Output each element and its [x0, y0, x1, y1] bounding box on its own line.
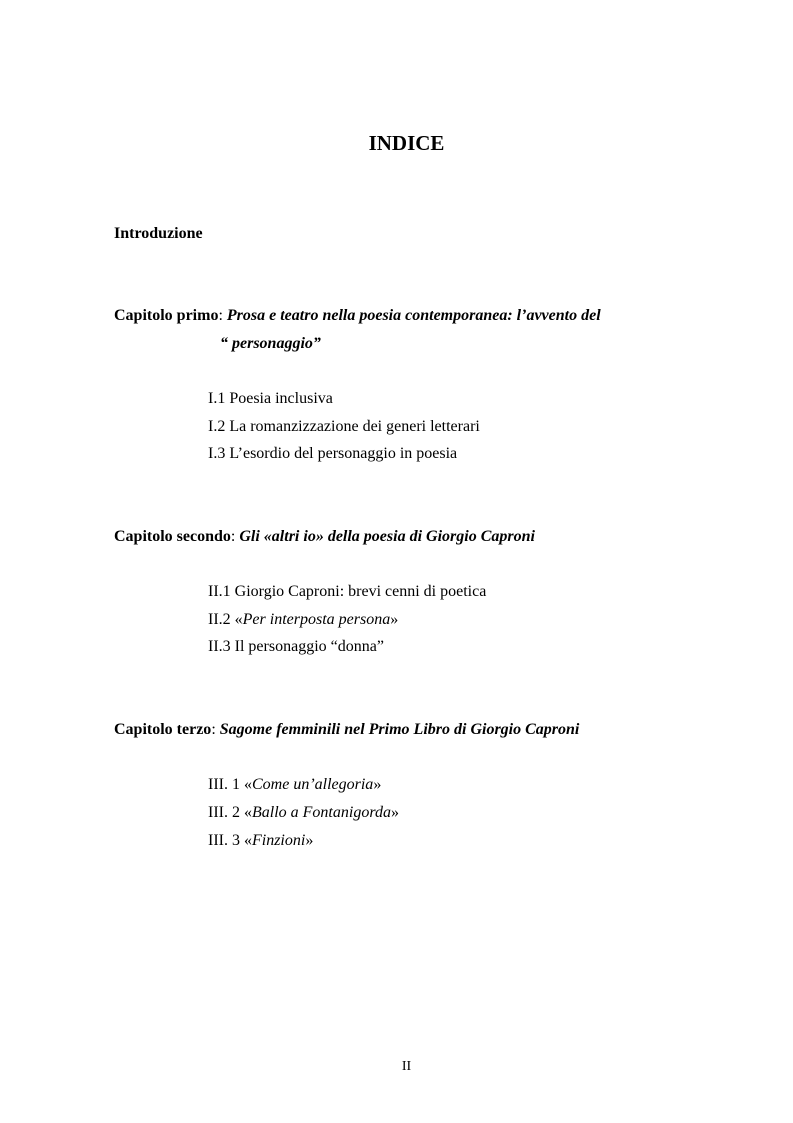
section-3-3-suffix: » [305, 832, 314, 849]
section-1-1: I.1 Poesia inclusiva [208, 390, 333, 407]
chapter-2-title: Gli «altri io» della poesia di Giorgio Caproni [239, 528, 535, 545]
chapter-3-heading [114, 720, 579, 740]
section-3-2-title: Ballo a Fontanigorda [251, 804, 391, 821]
section-3-2-prefix: III. 2 « [208, 804, 252, 821]
chapter-2-label: Capitolo secondo [114, 528, 231, 545]
section-3-1-prefix: III. 1 « [208, 776, 252, 793]
chapter-3-title: Sagome femminili nel Primo Libro di Giorgio Caproni [219, 721, 580, 738]
section-3-3-prefix: III. 3 « [208, 832, 252, 849]
section-2-3: II.3 Il personaggio “donna” [208, 638, 384, 655]
section-3-3-title: Finzioni [251, 832, 306, 849]
introduction-heading: Introduzione [114, 225, 203, 242]
section-3-2 [208, 803, 399, 823]
section-3-1-title: Come un’allegoria [251, 776, 374, 793]
chapter-1-title: Prosa e teatro nella poesia contemporanea: l’avvento del [226, 307, 601, 324]
chapter-1-heading [114, 306, 601, 326]
section-3-2-suffix: » [390, 804, 399, 821]
section-2-2 [208, 610, 398, 630]
section-3-1-suffix: » [373, 776, 382, 793]
page-title: INDICE [368, 131, 445, 155]
chapter-1-label: Capitolo primo [114, 307, 219, 324]
section-2-2-suffix: » [390, 611, 399, 628]
chapter-3-label: Capitolo terzo [114, 721, 212, 738]
chapter-3-separator: : [211, 721, 220, 738]
section-1-2: I.2 La romanzizzazione dei generi letterari [208, 418, 480, 435]
section-2-2-prefix: II.2 « [208, 611, 243, 628]
chapter-2-separator: : [230, 528, 240, 545]
chapter-2-heading [114, 527, 535, 547]
page-number: II [401, 1059, 412, 1074]
section-3-3 [208, 831, 313, 851]
chapter-1-title-continued: “ personaggio” [220, 335, 321, 352]
chapter-1-separator: : [218, 307, 227, 324]
section-1-3: I.3 L’esordio del personaggio in poesia [208, 445, 458, 462]
section-2-1: II.1 Giorgio Caproni: brevi cenni di poetica [208, 583, 487, 600]
section-3-1 [208, 775, 381, 795]
section-2-2-title: Per interposta persona [242, 611, 391, 628]
